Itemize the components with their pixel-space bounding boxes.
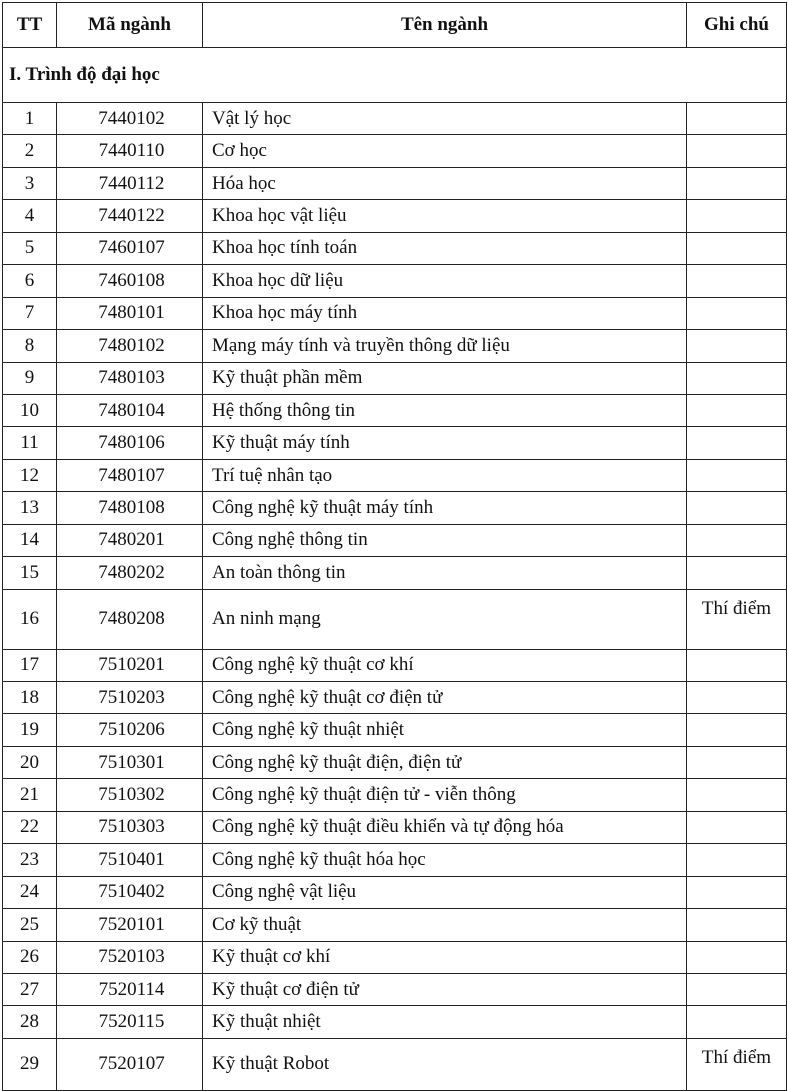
- row-tt: 9: [3, 362, 57, 394]
- table-row: [3, 167, 787, 199]
- row-note: [687, 103, 787, 135]
- row-note: [687, 394, 787, 426]
- row-tt: 6: [3, 265, 57, 297]
- header-row: [3, 3, 787, 48]
- row-name: Khoa học tính toán: [203, 232, 687, 264]
- row-tt: 24: [3, 876, 57, 908]
- row-note: [687, 844, 787, 876]
- table-row: [3, 909, 787, 941]
- majors-table: [2, 2, 787, 1091]
- row-code: 7480202: [57, 557, 203, 589]
- row-code: 7440122: [57, 200, 203, 232]
- row-name: Mạng máy tính và truyền thông dữ liệu: [203, 330, 687, 362]
- header-code: Mã ngành: [57, 3, 203, 48]
- table-row: [3, 427, 787, 459]
- row-name: Khoa học máy tính: [203, 297, 687, 329]
- row-name: An ninh mạng: [203, 589, 687, 649]
- row-tt: 25: [3, 909, 57, 941]
- row-name: Kỹ thuật cơ khí: [203, 941, 687, 973]
- row-note: [687, 265, 787, 297]
- row-note: [687, 135, 787, 167]
- header-tt: TT: [3, 3, 57, 48]
- row-note: [687, 714, 787, 746]
- row-code: 7440110: [57, 135, 203, 167]
- table-row: [3, 682, 787, 714]
- row-tt: 10: [3, 394, 57, 426]
- row-note: [687, 297, 787, 329]
- table-row: [3, 200, 787, 232]
- row-tt: 1: [3, 103, 57, 135]
- row-code: 7510301: [57, 746, 203, 778]
- row-name: Công nghệ kỹ thuật hóa học: [203, 844, 687, 876]
- table-row: [3, 844, 787, 876]
- table-row: [3, 589, 787, 649]
- row-name: Công nghệ thông tin: [203, 524, 687, 556]
- row-note: [687, 779, 787, 811]
- table-row: [3, 135, 787, 167]
- row-code: 7520101: [57, 909, 203, 941]
- table-row: [3, 714, 787, 746]
- row-tt: 18: [3, 682, 57, 714]
- row-tt: 12: [3, 459, 57, 491]
- table-row: [3, 362, 787, 394]
- table-row: [3, 232, 787, 264]
- row-tt: 5: [3, 232, 57, 264]
- row-name: Công nghệ kỹ thuật cơ khí: [203, 649, 687, 681]
- row-note: [687, 200, 787, 232]
- row-note: [687, 524, 787, 556]
- table-row: [3, 1006, 787, 1038]
- row-name: Công nghệ kỹ thuật nhiệt: [203, 714, 687, 746]
- row-tt: 2: [3, 135, 57, 167]
- row-note: [687, 362, 787, 394]
- row-name: Kỹ thuật phần mềm: [203, 362, 687, 394]
- row-name: Công nghệ vật liệu: [203, 876, 687, 908]
- row-note: [687, 232, 787, 264]
- table-row: [3, 649, 787, 681]
- row-code: 7510402: [57, 876, 203, 908]
- row-note: [687, 811, 787, 843]
- table-row: [3, 941, 787, 973]
- row-tt: 23: [3, 844, 57, 876]
- row-name: Công nghệ kỹ thuật máy tính: [203, 492, 687, 524]
- row-note: [687, 167, 787, 199]
- row-note: [687, 746, 787, 778]
- row-code: 7480104: [57, 394, 203, 426]
- header-note: Ghi chú: [687, 3, 787, 48]
- row-code: 7480108: [57, 492, 203, 524]
- row-code: 7440112: [57, 167, 203, 199]
- row-tt: 3: [3, 167, 57, 199]
- row-name: Hệ thống thông tin: [203, 394, 687, 426]
- row-code: 7480208: [57, 589, 203, 649]
- row-name: Trí tuệ nhân tạo: [203, 459, 687, 491]
- table-row: [3, 265, 787, 297]
- row-note: [687, 876, 787, 908]
- row-note: [687, 557, 787, 589]
- table-row: [3, 297, 787, 329]
- table-row: [3, 746, 787, 778]
- row-tt: 21: [3, 779, 57, 811]
- row-tt: 19: [3, 714, 57, 746]
- row-name: Kỹ thuật cơ điện tử: [203, 973, 687, 1005]
- table-row: [3, 1038, 787, 1090]
- row-name: Công nghệ kỹ thuật cơ điện tử: [203, 682, 687, 714]
- row-code: 7510303: [57, 811, 203, 843]
- row-code: 7480107: [57, 459, 203, 491]
- row-note: [687, 1006, 787, 1038]
- row-code: 7510206: [57, 714, 203, 746]
- row-tt: 22: [3, 811, 57, 843]
- row-tt: 14: [3, 524, 57, 556]
- row-name: Hóa học: [203, 167, 687, 199]
- row-tt: 15: [3, 557, 57, 589]
- row-tt: 20: [3, 746, 57, 778]
- row-code: 7520115: [57, 1006, 203, 1038]
- row-code: 7480106: [57, 427, 203, 459]
- row-note: [687, 682, 787, 714]
- table-row: [3, 779, 787, 811]
- row-tt: 28: [3, 1006, 57, 1038]
- row-note: Thí điểm: [687, 1038, 787, 1090]
- row-name: Kỹ thuật máy tính: [203, 427, 687, 459]
- row-code: 7480201: [57, 524, 203, 556]
- row-name: Công nghệ kỹ thuật điều khiển và tự động hóa: [203, 811, 687, 843]
- section-row: [3, 48, 787, 103]
- row-note: [687, 330, 787, 362]
- row-name: Công nghệ kỹ thuật điện tử - viễn thông: [203, 779, 687, 811]
- row-code: 7460107: [57, 232, 203, 264]
- row-code: 7480103: [57, 362, 203, 394]
- row-tt: 7: [3, 297, 57, 329]
- table-row: [3, 973, 787, 1005]
- table-row: [3, 524, 787, 556]
- row-note: [687, 427, 787, 459]
- row-note: [687, 941, 787, 973]
- table-row: [3, 557, 787, 589]
- table-row: [3, 103, 787, 135]
- row-code: 7510201: [57, 649, 203, 681]
- row-tt: 4: [3, 200, 57, 232]
- row-name: Kỹ thuật nhiệt: [203, 1006, 687, 1038]
- row-name: Kỹ thuật Robot: [203, 1038, 687, 1090]
- row-name: Khoa học vật liệu: [203, 200, 687, 232]
- row-note: [687, 973, 787, 1005]
- row-code: 7480101: [57, 297, 203, 329]
- row-tt: 26: [3, 941, 57, 973]
- row-name: An toàn thông tin: [203, 557, 687, 589]
- table-row: [3, 330, 787, 362]
- row-name: Cơ kỹ thuật: [203, 909, 687, 941]
- row-note: [687, 649, 787, 681]
- row-note: [687, 492, 787, 524]
- row-code: 7510302: [57, 779, 203, 811]
- row-tt: 13: [3, 492, 57, 524]
- row-tt: 8: [3, 330, 57, 362]
- table-row: [3, 394, 787, 426]
- row-tt: 17: [3, 649, 57, 681]
- row-code: 7520103: [57, 941, 203, 973]
- row-name: Công nghệ kỹ thuật điện, điện tử: [203, 746, 687, 778]
- row-note: [687, 909, 787, 941]
- row-code: 7510203: [57, 682, 203, 714]
- row-tt: 16: [3, 589, 57, 649]
- table-row: [3, 459, 787, 491]
- row-code: 7460108: [57, 265, 203, 297]
- row-code: 7440102: [57, 103, 203, 135]
- row-code: 7520107: [57, 1038, 203, 1090]
- table-row: [3, 811, 787, 843]
- row-name: Cơ học: [203, 135, 687, 167]
- row-name: Khoa học dữ liệu: [203, 265, 687, 297]
- table-row: [3, 876, 787, 908]
- header-name: Tên ngành: [203, 3, 687, 48]
- row-tt: 29: [3, 1038, 57, 1090]
- row-tt: 11: [3, 427, 57, 459]
- table-row: [3, 492, 787, 524]
- row-name: Vật lý học: [203, 103, 687, 135]
- row-note: [687, 459, 787, 491]
- row-code: 7480102: [57, 330, 203, 362]
- row-tt: 27: [3, 973, 57, 1005]
- row-code: 7520114: [57, 973, 203, 1005]
- row-note: Thí điểm: [687, 589, 787, 649]
- row-code: 7510401: [57, 844, 203, 876]
- section-title: I. Trình độ đại học: [3, 48, 787, 103]
